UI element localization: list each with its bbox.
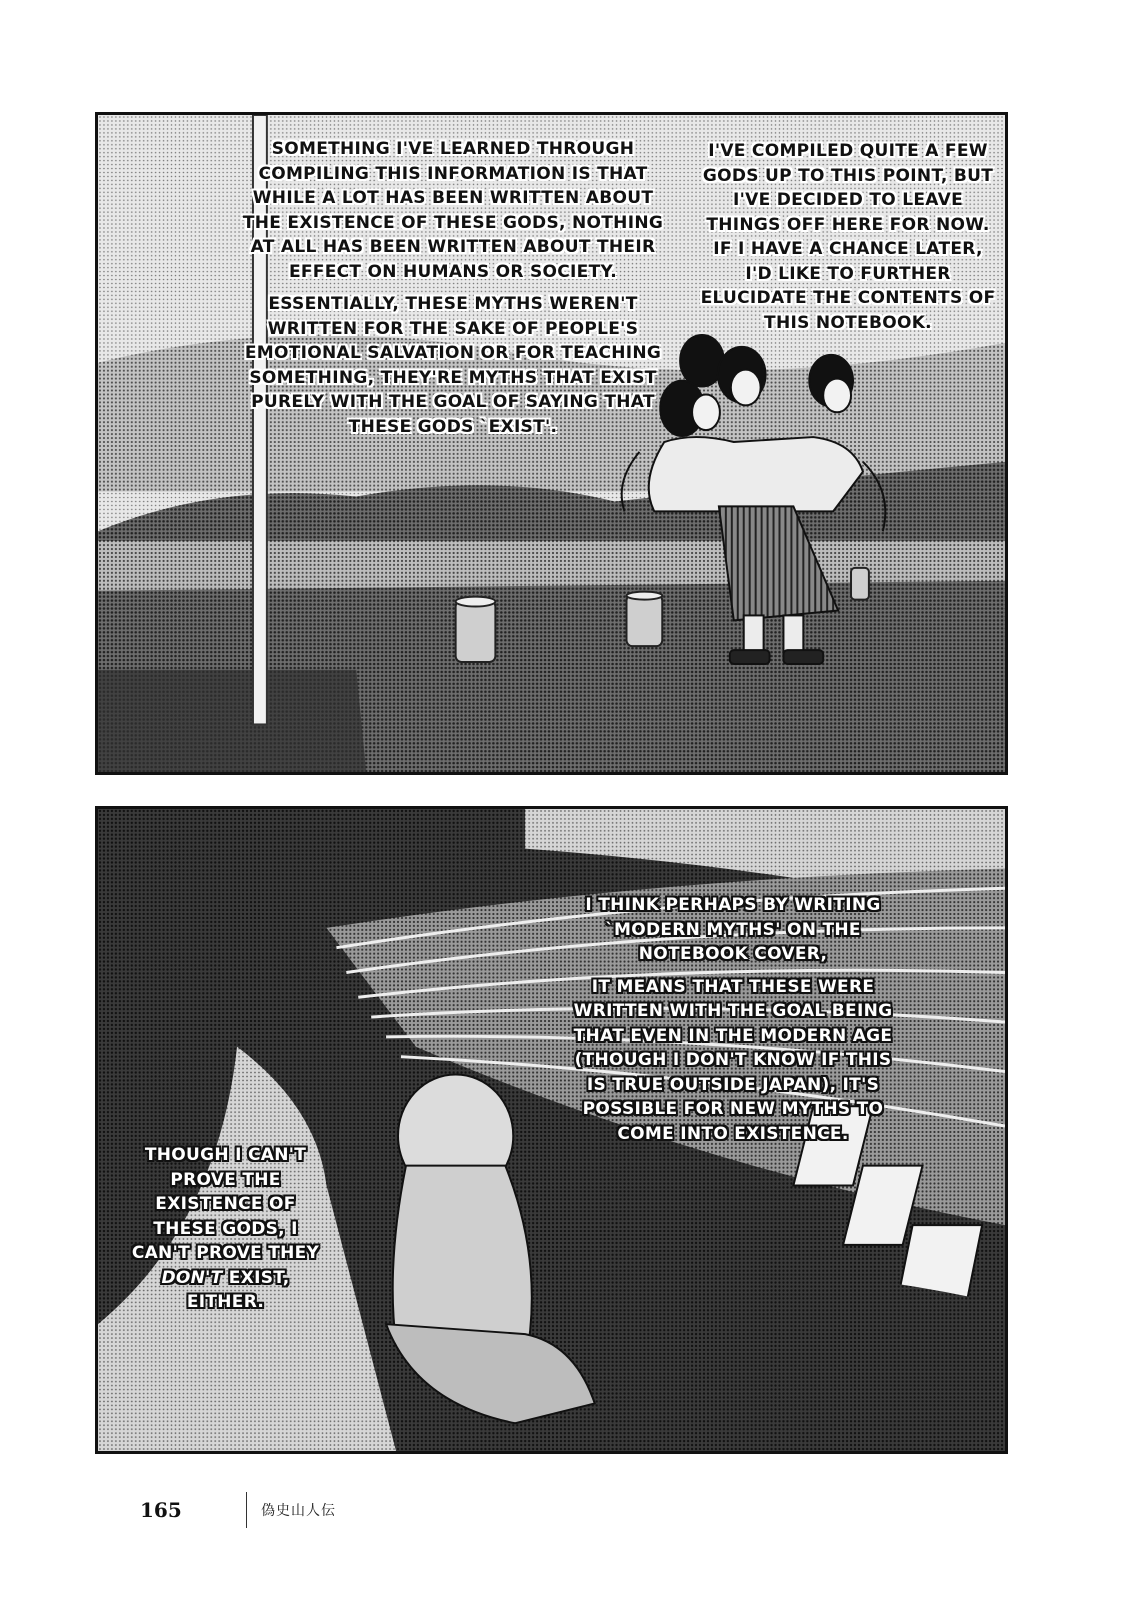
page-number: 165 (140, 1498, 182, 1522)
caption-text: EXIST, EITHER. (186, 1267, 290, 1312)
caption-cant-prove (128, 1143, 323, 1323)
page-footer (140, 1490, 336, 1530)
caption-paragraph (128, 1143, 323, 1315)
book-title: 偽史山人伝 (261, 1503, 336, 1519)
caption-text: THOUGH I CAN'T PROVE THE EXISTENCE OF THESE GODS, I CAN'T PROVE THEY (131, 1145, 320, 1263)
caption-modern-myths (568, 893, 898, 1154)
caption-compiled-gods (698, 139, 998, 343)
footer-divider (246, 1492, 247, 1528)
caption-paragraph: IT MEANS THAT THESE WERE WRITTEN WITH THE GOAL BEING THAT EVEN IN THE MODERN AGE (THOUGH I DON'T KNOW IF THIS IS TRUE OUTSIDE JAPAN), IT'S POSSIBLE FOR NEW MYTHS TO COME INTO EXISTENCE. (573, 976, 893, 1144)
bollard-2 (627, 592, 663, 647)
caption-compiling-info (238, 137, 668, 447)
bollard-3 (851, 568, 869, 600)
caption-paragraph: I THINK PERHAPS BY WRITING `MODERN MYTHS' ON THE NOTEBOOK COVER, (585, 895, 881, 964)
caption-emphasis: DON'T (161, 1267, 223, 1288)
panel-roadside (95, 112, 1008, 775)
caption-paragraph: I'VE COMPILED QUITE A FEW GODS UP TO THIS POINT, BUT I'VE DECIDED TO LEAVE THINGS OFF HERE FOR NOW. IF I HAVE A CHANCE LATER, I'D LIKE TO FURTHER ELUCIDATE THE CONTENTS OF THIS NOTEBOOK. (700, 141, 996, 333)
caption-paragraph: ESSENTIALLY, THESE MYTHS WEREN'T WRITTEN FOR THE SAKE OF PEOPLE'S EMOTIONAL SALVATION OR FOR TEACHING SOMETHING, THEY'RE MYTHS THAT EXIST PURELY WITH THE GOAL OF SAYING THAT THESE GODS `EXIST'. (244, 294, 662, 437)
caption-paragraph: SOMETHING I'VE LEARNED THROUGH COMPILING THIS INFORMATION IS THAT WHILE A LOT HAS BEEN WRITTEN ABOUT THE EXISTENCE OF THESE GODS, NOTHING AT ALL HAS BEEN WRITTEN ABOUT THEIR EFFECT ON HUMANS OR SOCIETY. (242, 139, 664, 282)
bollard-1 (456, 597, 496, 662)
road-shadow (98, 670, 366, 772)
panel-embankment (95, 806, 1008, 1454)
